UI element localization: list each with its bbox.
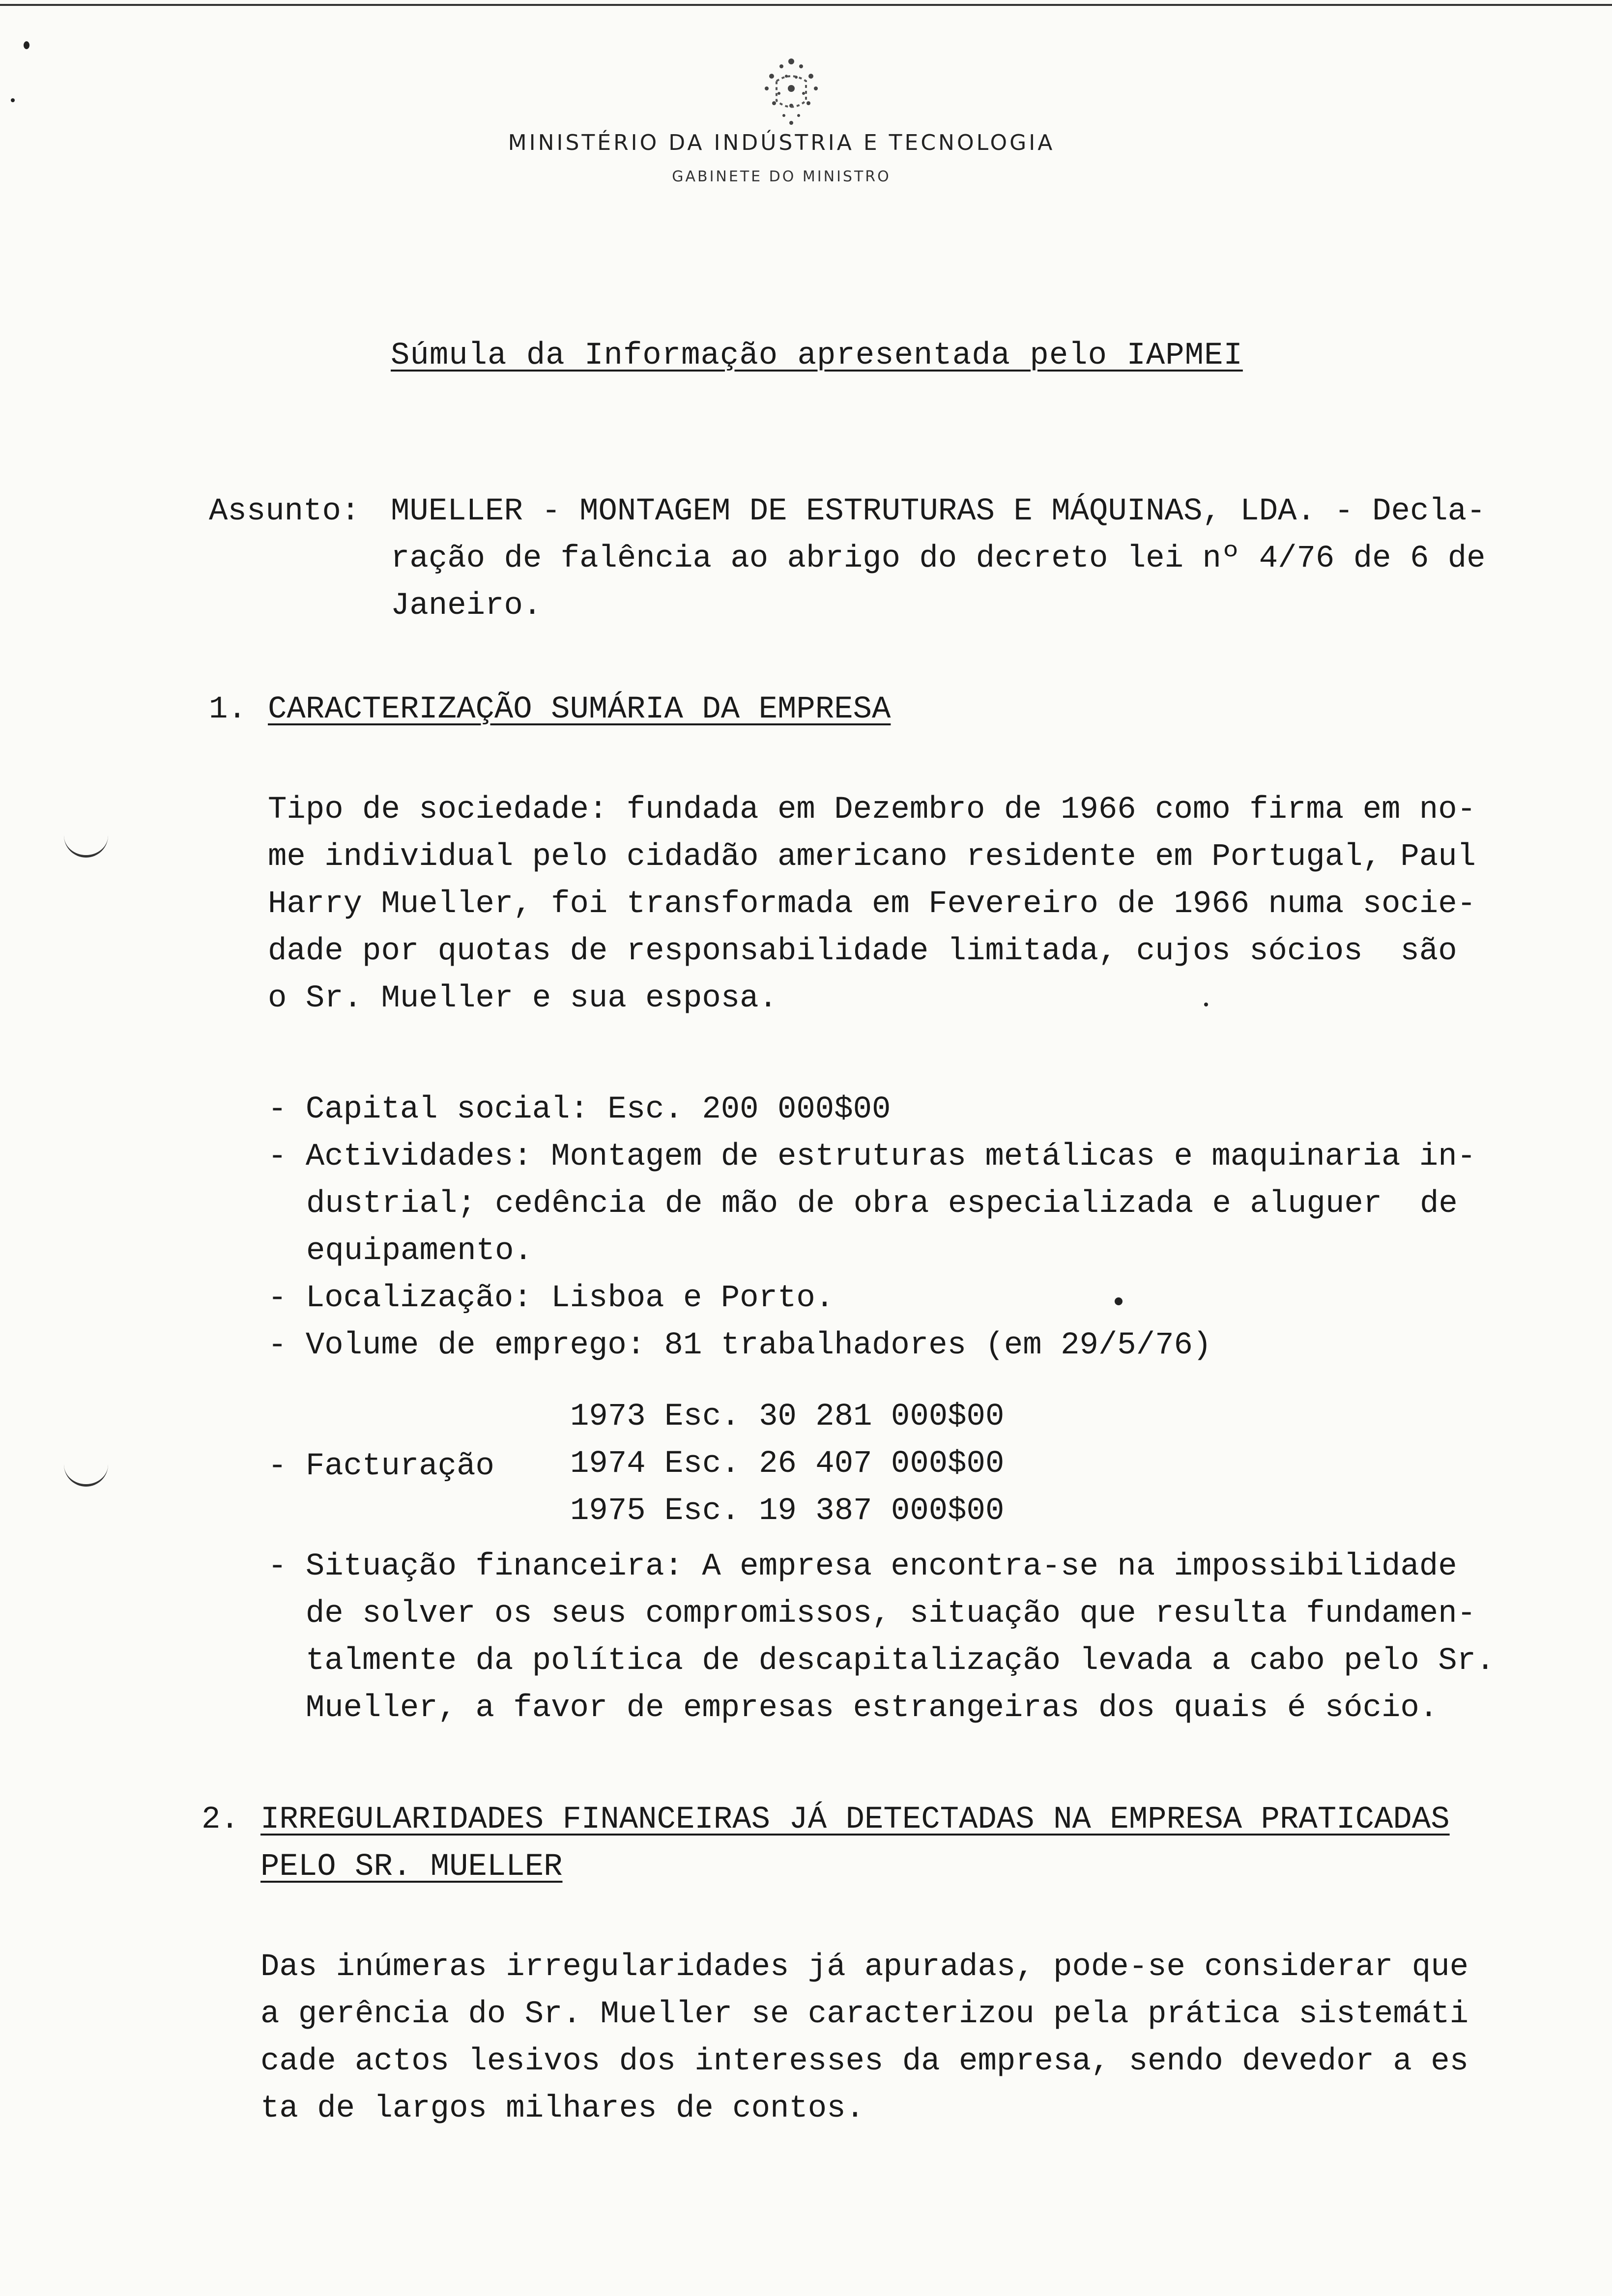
bullet-continuation: equipamento. bbox=[306, 1234, 533, 1269]
billing-label: - Facturação bbox=[268, 1449, 494, 1484]
billing-value: Esc. 19 387 000$00 bbox=[664, 1493, 1005, 1529]
bullet-dash: - bbox=[268, 1328, 287, 1363]
financial-situation bbox=[268, 1543, 1495, 1732]
section-1-bullets bbox=[268, 1086, 1476, 1369]
paragraph-line: o Sr. Mueller e sua esposa. bbox=[268, 981, 777, 1016]
paragraph-line: Tipo de sociedade: fundada em Dezembro de 1966 como firma em no- bbox=[268, 792, 1476, 828]
scan-speck bbox=[11, 98, 15, 102]
scan-speck bbox=[24, 41, 29, 49]
bullet-text: Actividades: Montagem de estruturas metálicas e maquinaria in- bbox=[305, 1139, 1476, 1175]
billing-value: Esc. 30 281 000$00 bbox=[664, 1399, 1005, 1435]
letterhead-office: GABINETE DO MINISTRO bbox=[672, 168, 891, 185]
paragraph-line: dade por quotas de responsabilidade limitada, cujos sócios são bbox=[268, 934, 1457, 969]
billing-table bbox=[570, 1393, 1004, 1535]
subject-line: MUELLER - MONTAGEM DE ESTRUTURAS E MÁQUINAS, LDA. - Decla- bbox=[391, 494, 1486, 529]
letterhead-ministry: MINISTÉRIO DA INDÚSTRIA E TECNOLOGIA bbox=[508, 130, 1055, 155]
coat-of-arms-emblem bbox=[737, 47, 845, 130]
billing-year: 1973 bbox=[570, 1399, 646, 1435]
section-2-number: 2. bbox=[202, 1802, 239, 1837]
section-2-paragraph bbox=[260, 1944, 1468, 2132]
paragraph-line: cade actos lesivos dos interesses da empresa, sendo devedor a es bbox=[260, 2044, 1468, 2079]
punch-hole-mark bbox=[64, 1464, 108, 1487]
bullet-item bbox=[268, 1275, 1476, 1322]
billing-year: 1975 bbox=[570, 1493, 646, 1529]
section-1-paragraph bbox=[268, 786, 1476, 1022]
document-title: Súmula da Informação apresentada pelo IAPMEI bbox=[391, 338, 1243, 373]
top-rule bbox=[0, 4, 1612, 6]
financial-line: Mueller, a favor de empresas estrangeiras dos quais é sócio. bbox=[268, 1691, 1439, 1726]
bullet-item bbox=[268, 1133, 1476, 1180]
bullet-item bbox=[268, 1086, 1476, 1133]
financial-line: talmente da política de descapitalização levada a cabo pelo Sr. bbox=[268, 1643, 1495, 1679]
section-2-heading bbox=[260, 1796, 1450, 1891]
billing-row bbox=[570, 1393, 1004, 1440]
section-1-heading: CARACTERIZAÇÃO SUMÁRIA DA EMPRESA bbox=[268, 692, 891, 727]
billing-row bbox=[570, 1440, 1004, 1488]
subject-line: ração de falência ao abrigo do decreto lei nº 4/76 de 6 de bbox=[391, 541, 1486, 576]
billing-value: Esc. 26 407 000$00 bbox=[664, 1446, 1005, 1482]
bullet-text: Capital social: Esc. 200 000$00 bbox=[305, 1092, 891, 1127]
bullet-text: Volume de emprego: 81 trabalhadores (em 29/5/76) bbox=[305, 1328, 1212, 1363]
paragraph-line: ta de largos milhares de contos. bbox=[260, 2091, 864, 2126]
bullet-dash: - bbox=[268, 1139, 287, 1175]
billing-year: 1974 bbox=[570, 1446, 646, 1482]
financial-line: de solver os seus compromissos, situação que resulta fundamen- bbox=[268, 1596, 1476, 1632]
subject-line: Janeiro. bbox=[391, 588, 542, 624]
paragraph-line: me individual pelo cidadão americano residente em Portugal, Paul bbox=[268, 839, 1476, 875]
financial-line: - Situação financeira: A empresa encontra-se na impossibilidade bbox=[268, 1549, 1457, 1584]
bullet-item bbox=[268, 1322, 1476, 1369]
paragraph-line: Das inúmeras irregularidades já apuradas, pode-se considerar que bbox=[260, 1950, 1468, 1985]
bullet-dash: - bbox=[268, 1281, 287, 1316]
subject-label: Assunto: bbox=[209, 494, 360, 529]
bullet-text: Localização: Lisboa e Porto. bbox=[305, 1281, 835, 1316]
billing-row bbox=[570, 1488, 1004, 1535]
section-1-number: 1. bbox=[209, 692, 247, 727]
bullet-dash: - bbox=[268, 1092, 287, 1127]
subject-text bbox=[391, 488, 1486, 630]
bullet-continuation: dustrial; cedência de mão de obra especializada e aluguer de bbox=[306, 1186, 1458, 1222]
paragraph-line: Harry Mueller, foi transformada em Fevereiro de 1966 numa socie- bbox=[268, 887, 1476, 922]
paragraph-line: a gerência do Sr. Mueller se caracterizou pela prática sistemáti bbox=[260, 1997, 1468, 2032]
section-2-heading-line: PELO SR. MUELLER bbox=[260, 1849, 563, 1885]
section-2-heading-line: IRREGULARIDADES FINANCEIRAS JÁ DETECTADAS NA EMPRESA PRATICADAS bbox=[260, 1802, 1450, 1837]
punch-hole-mark bbox=[64, 835, 108, 858]
